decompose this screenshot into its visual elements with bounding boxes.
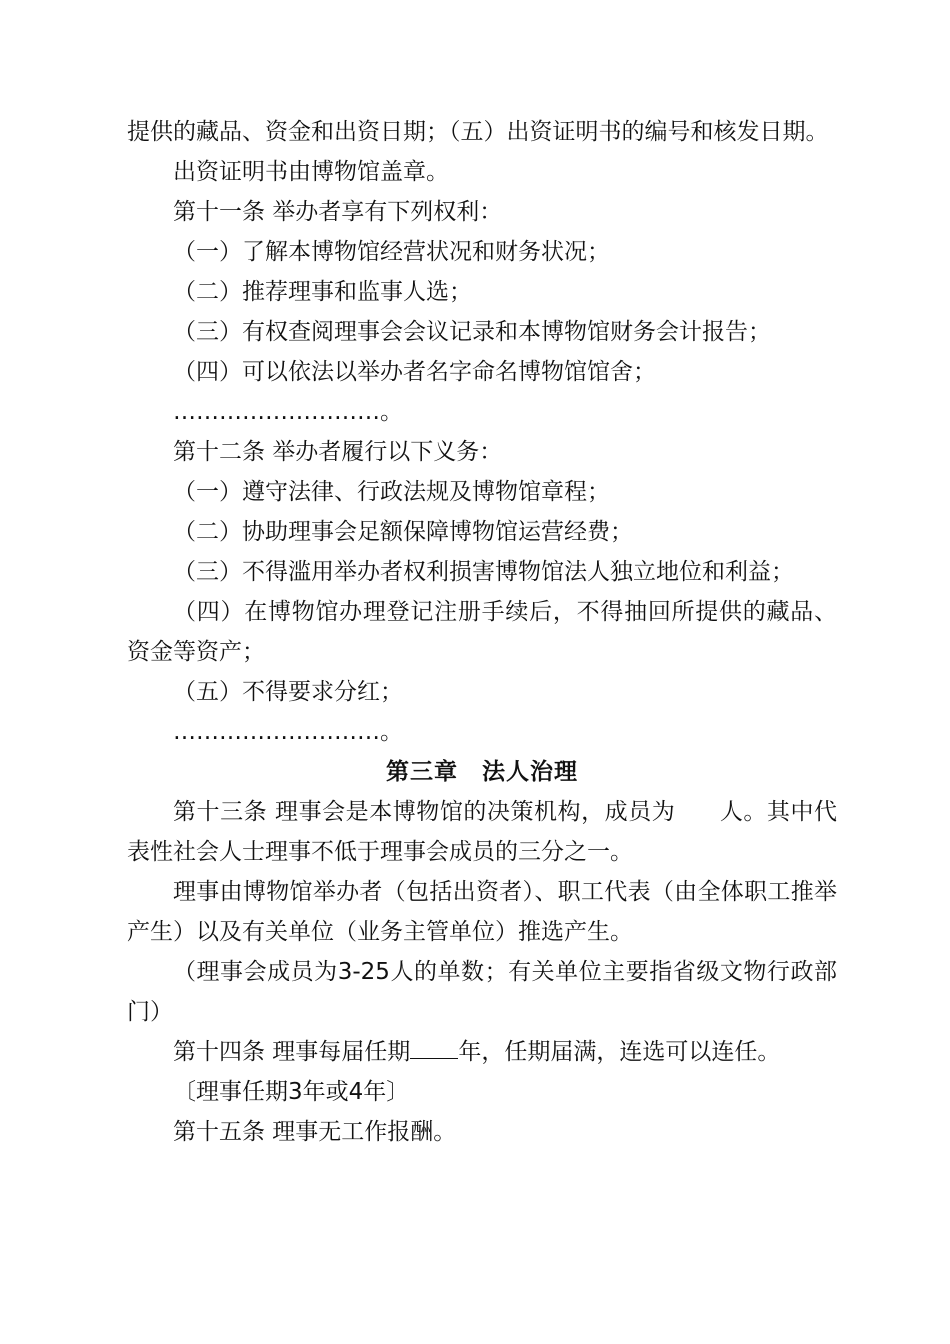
article-12-item-2: （二）协助理事会足额保障博物馆运营经费； [173, 519, 633, 545]
term-years-blank [410, 1038, 458, 1059]
article-12-item-5: （五）不得要求分红； [173, 679, 403, 705]
article-11-item-4: （四）可以依法以举办者名字命名博物馆馆舍； [173, 359, 656, 385]
article-13-text-after-blank: 人。其中代表性社会人士理事不低于理事会成员的三分之一。 [127, 799, 838, 865]
article-12-item-4: （四）在博物馆办理登记注册手续后，不得抽回所提供的藏品、资金等资产； [127, 599, 837, 665]
document-page [127, 112, 837, 1152]
paragraph-contribution-details: 提供的藏品、资金和出资日期；（五）出资证明书的编号和核发日期。 [127, 119, 829, 145]
article-11-item-2: （二）推荐理事和监事人选； [173, 279, 472, 305]
article-14-paragraph [127, 1032, 837, 1072]
article-12-item-1: （一）遵守法律、行政法规及博物馆章程； [173, 479, 610, 505]
paragraph-certificate-seal: 出资证明书由博物馆盖章。 [173, 159, 449, 185]
article-15-paragraph: 第十五条 理事无工作报酬。 [173, 1119, 457, 1145]
article-13-text-before-blank: 第十三条 理事会是本博物馆的决策机构，成员为 [173, 799, 676, 825]
article-12-title: 第十二条 举办者履行以下义务： [173, 439, 503, 465]
article-14-text-after-blank: 年，任期届满，连选可以连任。 [458, 1039, 781, 1065]
article-13-note: （理事会成员为3-25人的单数；有关单位主要指省级文物行政部门） [127, 959, 837, 1025]
article-11-title: 第十一条 举办者享有下列权利： [173, 199, 503, 225]
article-12-item-3: （三）不得滥用举办者权利损害博物馆法人独立地位和利益； [173, 559, 794, 585]
article-11-ellipsis: ………………………。 [173, 399, 403, 425]
article-12-ellipsis: ………………………。 [173, 719, 403, 745]
article-13-paragraph-2: 理事由博物馆举办者（包括出资者）、职工代表（由全体职工推举产生）以及有关单位（业务主管单位）推选产生。 [127, 879, 837, 945]
chapter-3-heading: 第三章 法人治理 [386, 759, 578, 785]
article-13-paragraph-1 [127, 792, 837, 872]
member-count-blank [675, 818, 719, 819]
article-11-item-3: （三）有权查阅理事会会议记录和本博物馆财务会计报告； [173, 319, 771, 345]
article-11-item-1: （一）了解本博物馆经营状况和财务状况； [173, 239, 610, 265]
article-14-text-before-blank: 第十四条 理事每届任期 [173, 1039, 411, 1065]
article-14-note: 〔理事任期3年或4年〕 [173, 1079, 410, 1105]
